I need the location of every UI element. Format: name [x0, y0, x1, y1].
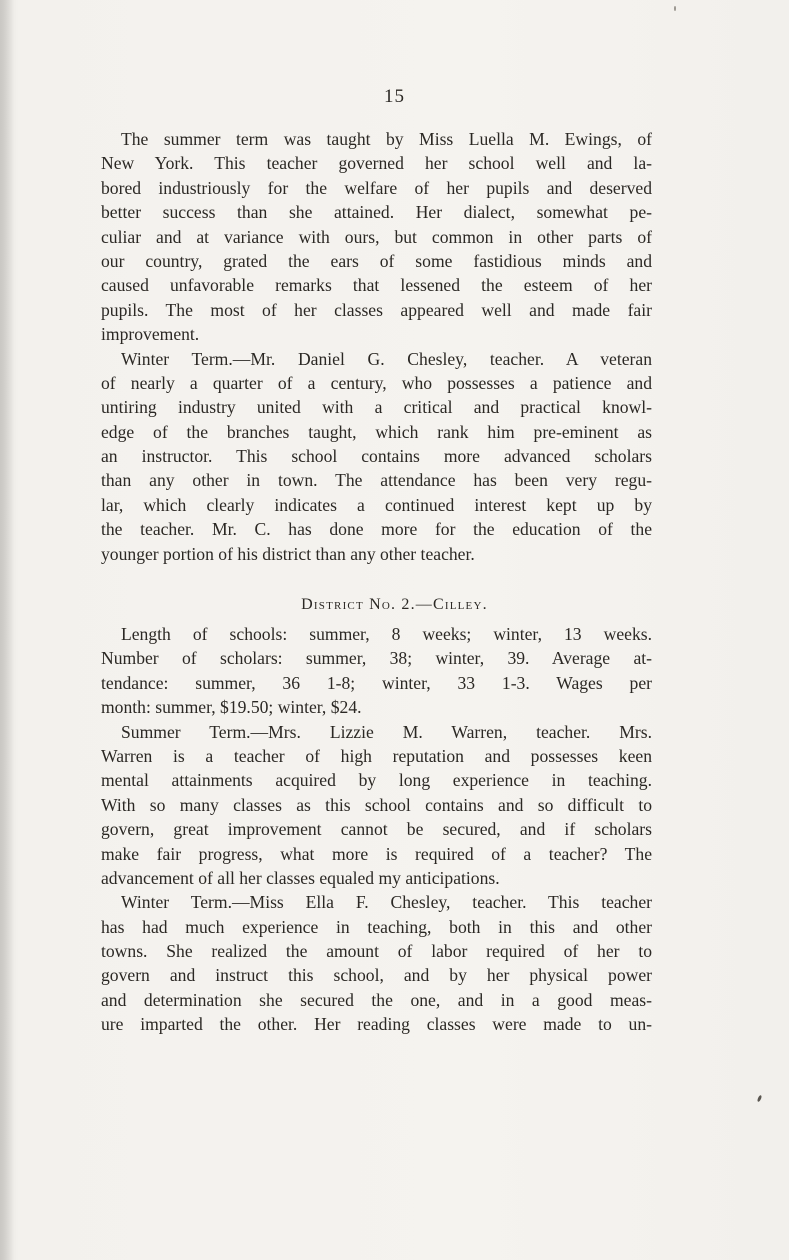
text-line: has had much experience in teaching, both in this and other	[101, 916, 652, 937]
text-line: of nearly a quarter of a century, who possesses a patience and	[101, 372, 652, 393]
text-line: improvement.	[101, 324, 200, 345]
text-line: ure imparted the other. Her reading classes were made to un-	[101, 1014, 652, 1035]
text-line: bored industriously for the welfare of her pupils and deserved	[101, 177, 652, 198]
text-line: and determination she secured the one, and in a good meas-	[101, 989, 652, 1010]
text-line: New York. This teacher governed her school well and la-	[101, 153, 652, 174]
page-number: 15	[384, 86, 405, 107]
text-line: govern, great improvement cannot be secured, and if scholars	[101, 819, 652, 840]
text-line: our country, grated the ears of some fastidious minds and	[101, 250, 652, 271]
text-line: Winter Term.—Miss Ella F. Chesley, teacher. This teacher	[121, 892, 652, 913]
text-line: than any other in town. The attendance has been very regu-	[101, 470, 652, 491]
text-line: caused unfavorable remarks that lessened the esteem of her	[101, 275, 652, 296]
text-line: make fair progress, what more is required of a teacher? The	[101, 843, 652, 864]
body-text-section-2	[101, 622, 652, 1037]
text-line: an instructor. This school contains more advanced scholars	[101, 446, 652, 467]
text-line: tendance: summer, 36 1-8; winter, 33 1-3. Wages per	[101, 672, 652, 693]
binding-shadow	[0, 0, 14, 1260]
text-line: govern and instruct this school, and by her physical power	[101, 965, 652, 986]
text-line: better success than she attained. Her dialect, somewhat pe-	[101, 202, 652, 223]
text-line: Number of scholars: summer, 38; winter, 39. Average at-	[101, 648, 652, 669]
text-line: month: summer, $19.50; winter, $24.	[101, 697, 362, 718]
text-line: culiar and at variance with ours, but common in other parts of	[101, 226, 652, 247]
text-line: advancement of all her classes equaled my anticipations.	[101, 867, 500, 888]
text-line: untiring industry united with a critical and practical knowl-	[101, 397, 652, 418]
body-text-section-1	[101, 127, 652, 566]
text-line: Length of schools: summer, 8 weeks; winter, 13 weeks.	[121, 624, 652, 644]
text-line: lar, which clearly indicates a continued interest kept up by	[101, 494, 652, 515]
text-line: edge of the branches taught, which rank him pre-eminent as	[101, 421, 652, 442]
text-line: mental attainments acquired by long experience in teaching.	[101, 770, 652, 791]
paper-speck	[757, 1095, 763, 1103]
text-line: The summer term was taught by Miss Luella M. Ewings, of	[121, 129, 652, 149]
text-line: Summer Term.—Mrs. Lizzie M. Warren, teacher. Mrs.	[121, 721, 652, 742]
text-line: the teacher. Mr. C. has done more for the education of the	[101, 519, 652, 540]
text-line: towns. She realized the amount of labor required of her to	[101, 941, 652, 962]
text-line: younger portion of his district than any other teacher.	[101, 543, 475, 564]
text-line: Warren is a teacher of high reputation and possesses keen	[101, 745, 652, 766]
paper-speck	[674, 6, 676, 11]
text-line: pupils. The most of her classes appeared well and made fair	[101, 299, 652, 320]
section-heading: District No. 2.—Cilley.	[301, 596, 488, 613]
text-line: With so many classes as this school contains and so difficult to	[101, 794, 652, 815]
text-line: Winter Term.—Mr. Daniel G. Chesley, teacher. A veteran	[121, 348, 652, 369]
